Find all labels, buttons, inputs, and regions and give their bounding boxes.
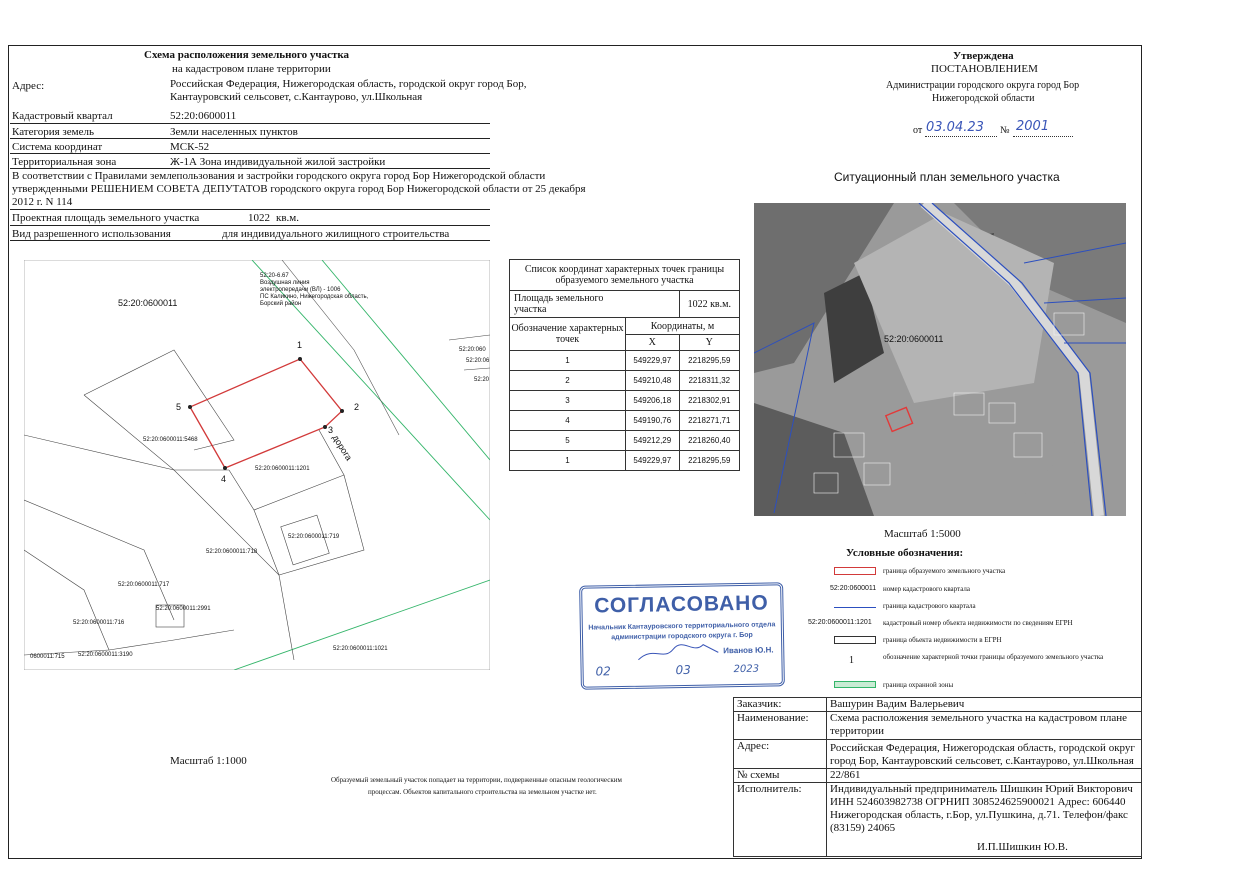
approval-stamp (579, 582, 785, 690)
plan-border (24, 260, 490, 670)
coord-row: 1 549229,97 2218295,59 (510, 451, 740, 471)
stamp-line-1: Начальник Кантауровского территориального отдела (588, 621, 776, 632)
point-label-1: 1 (297, 340, 303, 350)
doc-subtitle: на кадастровом плане территории (172, 63, 331, 75)
executor-signature: И.П.Шишкин Ю.В. (977, 841, 1068, 853)
use-value: для индивидуального жилищного строительства (222, 228, 450, 240)
rules-line-3: 2012 г. N 114 (12, 196, 73, 208)
situation-aerial-photo (754, 203, 1126, 516)
approval-title: Утверждена (953, 50, 1014, 62)
quarter-value: 52:20:0600011 (170, 110, 237, 122)
rules-line-1: В соответствии с Правилами землепользования и застройки городского округа город Бор Нижегородской области (12, 170, 546, 182)
coord-col-points: Обозначение характерных точек (510, 318, 626, 351)
legend-item-6: обозначение характерной точки границы образуемого земельного участка (883, 653, 1104, 661)
address-label: Адрес: (12, 80, 45, 92)
legend-parcel-swatch (834, 567, 876, 575)
legend-object-swatch (834, 636, 876, 644)
coord-col-x: X (626, 335, 680, 351)
executor-cell (827, 783, 1142, 857)
info-address-label: Адрес: (734, 740, 827, 769)
system-value: МСК-52 (170, 141, 210, 153)
customer-value: Вашурин Вадим Валерьевич (827, 698, 1142, 712)
powerline-label-1: 52:20-6.67 (260, 273, 289, 279)
cadastral-plan (24, 260, 490, 670)
parcel-717-label: 52:20:0600011:717 (118, 582, 170, 588)
stamp-name: Иванов Ю.Н. (723, 645, 774, 656)
info-address-value: Российская Федерация, Нижегородская область, городской округ город Бор, Кантауровский сельсовет, с.Кантаурово, ул.Школьная (827, 740, 1142, 769)
legend-item-2-sample: 52:20:0600011 (830, 585, 877, 592)
approval-region: Нижегородской области (932, 93, 1035, 104)
coord-col-y: Y (679, 335, 739, 351)
plan-note-line-1: Образуемый земельный участок попадает на территории, подверженные опасным геологическим (331, 776, 622, 784)
parcel-5468-label: 52:20:0600011:5468 (143, 437, 198, 443)
approval-date-prefix: от (913, 125, 923, 136)
quarter-label: Кадастровый квартал (12, 110, 113, 122)
scheme-label: № схемы (734, 769, 827, 783)
coordinate-table (509, 259, 740, 471)
legend-item-6-sample: 1 (849, 655, 854, 666)
parcel-3190-label: 52:20:0600011:3190 (78, 652, 133, 658)
parcel-1201-label: 52:20:0600011:1201 (255, 466, 310, 472)
executor-label: Исполнитель: (734, 783, 827, 857)
approval-resolution: ПОСТАНОВЛЕНИЕМ (931, 63, 1038, 75)
approval-number-prefix: № (1000, 125, 1010, 136)
approval-number: 2001 (1016, 119, 1050, 134)
name-value: Схема расположения земельного участка на кадастровом плане территории (827, 712, 1142, 740)
stamp-date-year: 2023 (733, 663, 760, 676)
parcel-719-label: 52:20:0600011:719 (288, 534, 340, 540)
approval-admin: Администрации городского округа город Бор (886, 80, 1080, 91)
situation-scale: Масштаб 1:5000 (884, 528, 961, 540)
point-label-2: 2 (354, 402, 360, 412)
coord-table-title: Список координат характерных точек границы образуемого земельного участка (510, 260, 740, 291)
parcel-718-label: 52:20:0600011:718 (206, 549, 258, 555)
title-block-table (733, 697, 1142, 857)
point-4-marker (223, 466, 227, 470)
parcel-716-label: 52:20:0600011:716 (73, 620, 125, 626)
point-label-4: 4 (221, 474, 227, 484)
coord-row: 1 549229,97 2218295,59 (510, 351, 740, 371)
point-2-marker (340, 409, 344, 413)
system-label: Система координат (12, 141, 103, 153)
point-label-3: 3 (328, 425, 334, 435)
address-value: Российская Федерация, Нижегородская область, городской округ город Бор, Кантауровский сельсовет, с.Кантаурово, ул.Школьная (170, 78, 527, 103)
parcel-715-label: 0600011:715 (30, 654, 65, 660)
parcel-1021-label: 52:20:0600011:1021 (333, 646, 388, 652)
customer-label: Заказчик: (734, 698, 827, 712)
point-5-marker (188, 405, 192, 409)
stamp-date-month: 03 (675, 662, 691, 678)
road-label: дорога (330, 433, 355, 463)
zone-value: Ж-1А Зона индивидуальной жилой застройки (170, 156, 386, 168)
category-value: Земли населенных пунктов (170, 126, 298, 138)
legend-item-4-sample: 52:20:0600011:1201 (808, 619, 872, 626)
powerline-label-2: Воздушная линия (260, 280, 310, 286)
stamp-signature (633, 640, 723, 666)
powerline-label-3: электропередачи (ВЛ) - 1006 (260, 287, 341, 293)
coord-area-label: Площадь земельного участка (514, 293, 604, 315)
edge-label-3: 52:20 (474, 377, 490, 383)
zone-label: Территориальная зона (12, 156, 117, 168)
rules-line-2: утвержденными РЕШЕНИЕМ СОВЕТА ДЕПУТАТОВ городского округа город Бор Нижегородской области от 25 декабря (12, 183, 586, 195)
point-label-5: 5 (176, 402, 182, 412)
approval-date: 03.04.23 (926, 120, 984, 135)
plan-scale: Масштаб 1:1000 (170, 755, 247, 767)
powerline-label-5: Борский район (260, 301, 302, 307)
legend-zone-swatch (834, 681, 876, 688)
coord-row: 2 549210,48 2218311,32 (510, 371, 740, 391)
plan-quarter-label: 52:20:0600011 (118, 298, 178, 308)
stamp-title: СОГЛАСОВАНО (594, 591, 769, 618)
coord-row: 4 549190,76 2218271,71 (510, 411, 740, 431)
parcel-2991-label: 52:20:0600011:2991 (156, 606, 211, 612)
stamp-date-day: 02 (595, 664, 612, 679)
legend-title: Условные обозначения: (846, 547, 964, 559)
coord-row: 5 549212,29 2218260,40 (510, 431, 740, 451)
area-unit: кв.м. (276, 212, 299, 224)
scheme-value: 22/861 (827, 769, 1142, 783)
coord-area-row (510, 291, 680, 318)
edge-label-2: 52:20:06 (466, 358, 490, 364)
point-3-marker (323, 425, 327, 429)
doc-title: Схема расположения земельного участка (144, 49, 350, 61)
situation-title: Ситуационный план земельного участка (834, 170, 1060, 184)
category-label: Категория земель (12, 126, 94, 138)
area-label: Проектная площадь земельного участка (12, 212, 200, 224)
legend-item-2: номер кадастрового квартала (883, 585, 970, 593)
coord-area-value: 1022 кв.м. (679, 291, 739, 318)
legend-quarter-line (834, 607, 876, 608)
edge-label-1: 52:20:060 (459, 347, 486, 353)
powerline-label-4: ПС Каликино, Нижегородская область, (260, 294, 369, 300)
legend-item-3: граница кадастрового квартала (883, 602, 976, 610)
use-label: Вид разрешенного использования (12, 228, 171, 240)
name-label: Наименование: (734, 712, 827, 740)
executor-value: Индивидуальный предприниматель Шишкин Юрий Викторович ИНН 524603982738 ОГРНИП 308524625900021 Адрес: 606440 Нижегородская область, г.Бор, ул.Пушкина, д.71. Телефон/факс (83159) 24065 (830, 783, 1133, 834)
situation-quarter-label: 52:20:0600011 (884, 334, 944, 344)
plan-note-line-2: процессам. Объектов капитального строительства на земельном участке нет. (368, 788, 597, 796)
stamp-line-2: администрации городского округа г. Бор (611, 631, 753, 642)
legend-item-5: граница объекта недвижимости в ЕГРН (883, 636, 1002, 644)
coord-row: 3 549206,18 2218302,91 (510, 391, 740, 411)
legend-item-4: кадастровый номер объекта недвижимости по сведениям ЕГРН (883, 619, 1073, 627)
legend-item-1: граница образуемого земельного участка (883, 567, 1006, 575)
point-1-marker (298, 357, 302, 361)
area-value: 1022 (248, 212, 270, 224)
coord-col-coords: Координаты, м (626, 318, 740, 335)
legend-item-7: граница охранной зоны (883, 681, 954, 689)
